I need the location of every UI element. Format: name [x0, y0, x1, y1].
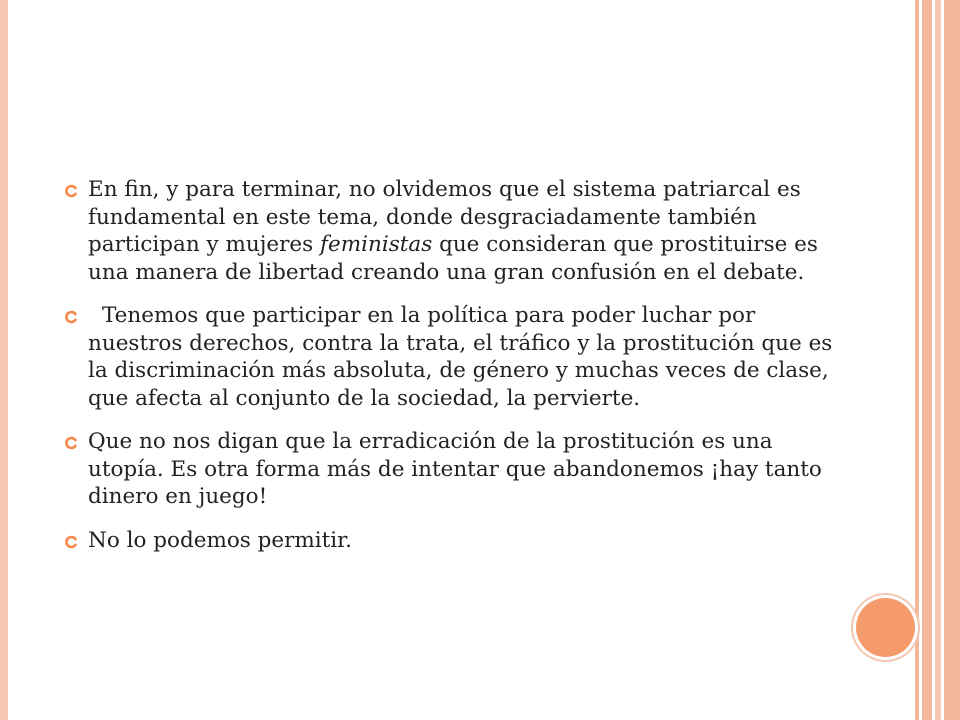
bullet-text-1-italic: feministas [320, 232, 433, 257]
bullet-item-2 [64, 302, 844, 412]
bullet-item-4 [64, 527, 844, 555]
bullet-text-1a: En fin, y para terminar, no olvidemos que el sistema patriarcal es fundamental en este tema, donde desgraciadamente también participan y mujeres [88, 177, 801, 257]
bullet-icon [64, 436, 78, 450]
right-stripes-decoration [915, 0, 960, 720]
bullet-item-3 [64, 428, 844, 511]
bullet-icon [64, 535, 78, 549]
bullet-item-1 [64, 176, 844, 286]
bullet-icon [64, 184, 78, 198]
bullet-text-4: No lo podemos permitir. [88, 527, 352, 553]
stripe [935, 0, 941, 720]
stripe [915, 0, 919, 720]
bullet-text-2: Tenemos que participar en la política para poder luchar por nuestros derechos, contra la trata, el tráfico y la prostitución que es la discriminación más absoluta, de género y muchas veces de clase, que afecta al conjunto de la sociedad, la pervierte. [88, 303, 833, 411]
stripe [944, 0, 960, 720]
left-border-decoration [0, 0, 8, 720]
bullet-icon [64, 310, 78, 324]
bullet-text-1b: que consideran que prostituirse es una manera de libertad creando una gran confusión en el debate. [88, 232, 818, 285]
orange-circle-decoration [856, 598, 915, 657]
slide-content [64, 176, 844, 570]
bullet-text-3: Que no nos digan que la erradicación de la prostitución es una utopía. Es otra forma más de intentar que abandonemos ¡hay tanto dinero en juego! [88, 429, 822, 509]
stripe [922, 0, 932, 720]
